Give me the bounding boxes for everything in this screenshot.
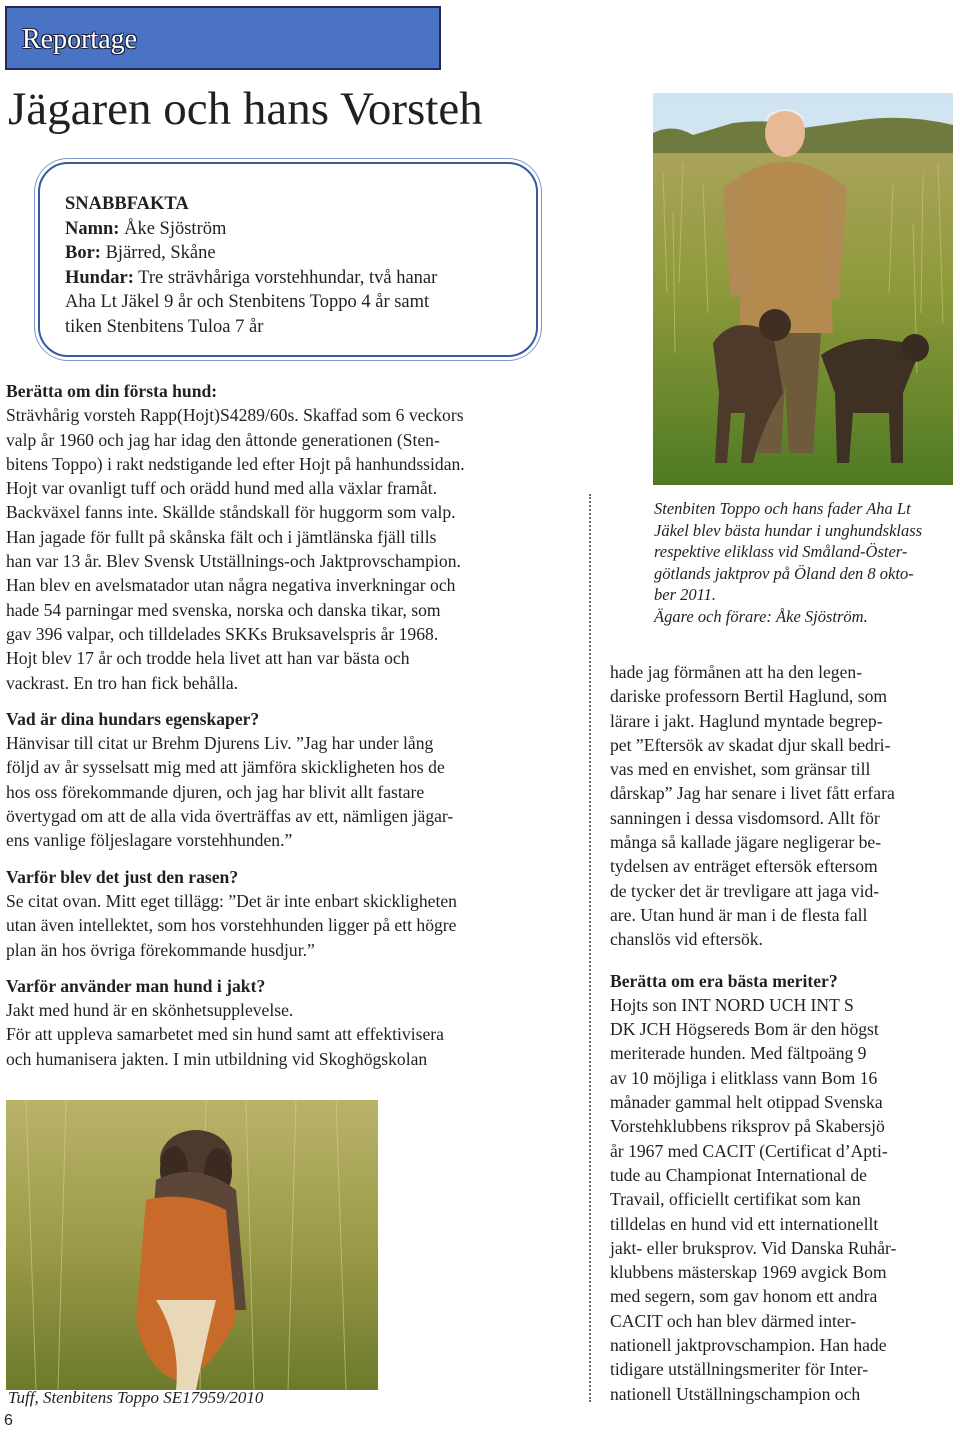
question-first-dog: Berätta om din första hund: xyxy=(6,381,218,401)
question-breed: Varför blev det just den rasen? xyxy=(6,866,239,887)
photo-caption-dog: Tuff, Stenbitens Toppo SE17959/2010 xyxy=(8,1388,264,1407)
answer-why-dog: Jakt med hund är en skönhetsupplevelse. För att uppleva samarbetet med sin hund samt att effektivisera och humanisera jakten. I min utbildning vid Skoghögskolan xyxy=(6,1000,444,1069)
left-column xyxy=(6,379,465,1071)
page-number: 6 xyxy=(4,1412,13,1429)
fact-heading: SNABBFAKTA xyxy=(65,194,189,214)
fact-box xyxy=(38,162,538,357)
column-divider xyxy=(589,494,591,1402)
article-title: Jägaren och hans Vorsteh xyxy=(8,83,483,135)
answer-qualities: Hänvisar till citat ur Brehm Djurens Liv. ”Jag har under lång följd av år sysselsatt mig med att jämföra skickligheten hos de hos oss förekommande djuren, och jag har blivit allt fastare övertygad om att de alla vida överträffas av ett, nämligen jägar- ens vanlige följeslagare vorstehhunden.” xyxy=(6,733,454,851)
dog-with-fox-photo xyxy=(6,1100,378,1390)
section-label: Reportage xyxy=(22,24,138,55)
question-merits: Berätta om era bästa meriter? xyxy=(610,970,838,991)
right-paragraph: hade jag förmånen att ha den legen- dariske professorn Bertil Haglund, som lärare i jakt. Haglund myntade begrep- pet ”Eftersök av skadat djur skall bedri- vas med en envishet, som gränsar till dårskap” Jag har senare i livet fått erfara sanningen i dessa visdomsord. Allt för många så kallade jägare negligerar be- tydelsen av enträget eftersök eftersom de tycker det är trevligare att jaga vid- are. Utan hund är man i de flesta fall chanslös vid eftersök. xyxy=(610,662,895,950)
photo-caption-top: Stenbiten Toppo och hans fader Aha Lt Jäkel blev bästa hundar i unghundsklass respektive eliklass vid Småland-Öster- götlands jaktprov på Öland den 8 okto- ber 2011. Ägare och förare: Åke Sjöström. xyxy=(654,499,923,626)
hunter-with-dogs-photo xyxy=(653,93,953,485)
answer-first-dog: Strävhårig vorsteh Rapp(Hojt)S4289/60s. Skaffad som 6 veckors valp år 1960 och jag har idag den åttonde generationen (Sten- bitens Toppo) i rakt nedstigande led efter Hojt på hanhundssidan. Hojt var ovanligt tuff och orädd hund med alla växlar framåt. Backväxel fanns inte. Skällde ståndskall för huggorm som valp. Han jagade för fullt på skånska fält och i jämtlänska fjäll tills han var 13 år. Blev Svensk Utställnings-och Jaktprovschampion. Han blev en avelsmatador utan några negativa inverkningar och hade 54 parningar med svenska, norska och danska tikar, som gav 396 valpar, och tilldelades SKKs Bruksavelspris år 1968. Hojt blev 17 år och trodde hela livet att han var bästa och vackrast. En tro han fick behålla. xyxy=(6,405,465,693)
fact-dogs-line2: Aha Lt Jäkel 9 år och Stenbitens Toppo 4 år samt xyxy=(65,292,430,312)
answer-breed: Se citat ovan. Mitt eget tillägg: ”Det är inte enbart skickligheten utan även intellektet, som hos vorstehhunden ligger på ett högre plan än hos övriga förekommande husdjur.” xyxy=(6,890,457,960)
fact-home: Bor: Bjärred, Skåne xyxy=(65,243,216,263)
question-why-dog: Varför använder man hund i jakt? xyxy=(6,975,266,996)
answer-merits: Hojts son INT NORD UCH INT S DK JCH Högsereds Bom är den högst meriterade hunden. Med fältpoäng 9 av 10 möjliga i elitklass vann Bom 16 månader gammal helt otippad Svenska Vorstehklubbens riksprov på Skabersjö år 1967 med CACIT (Certificat d’Apti- tude au Championat International de Travail, officiellt certifikat som kan tilldelas en hund vid ett internationellt jakt- eller bruksprov. Vid Danska Ruhår- klubbens mästerskap 1969 avgick Bom med segern, som gav honom ett andra CACIT och han blev därmed inter- nationell jaktprovschampion. Han hade tidigare utställningsmeriter för Inter- nationell Utställningschampion och xyxy=(610,994,897,1404)
fact-dogs-line3: tiken Stenbitens Tuloa 7 år xyxy=(65,316,264,337)
fact-dogs: Hundar: Tre strävhåriga vorstehhundar, två hanar xyxy=(65,267,438,288)
right-column xyxy=(610,660,896,1406)
fact-name: Namn: Åke Sjöström xyxy=(65,218,227,239)
question-qualities: Vad är dina hundars egenskaper? xyxy=(6,708,260,729)
